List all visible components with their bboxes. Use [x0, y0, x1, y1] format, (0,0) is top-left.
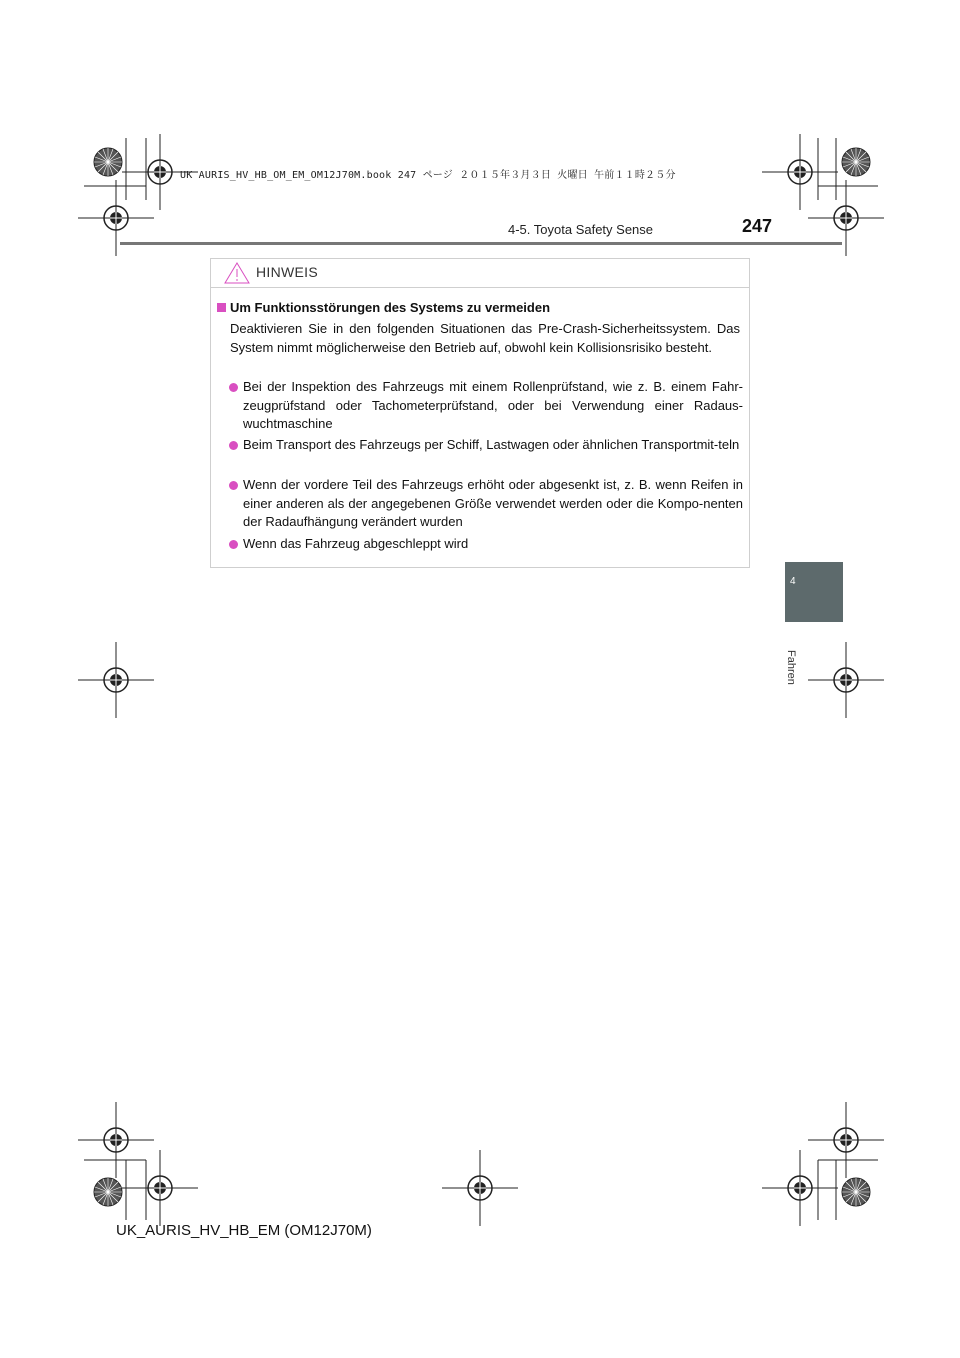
header-rule — [120, 242, 842, 245]
document-code: UK_AURIS_HV_HB_EM (OM12J70M) — [116, 1222, 372, 1239]
list-item: Wenn der vordere Teil des Fahrzeugs erhöht oder abgesenkt ist, z. B. wenn Reifen in einer anderen als der angegebenen Größe verwendet werden oder die Kompo-nenten der Radaufhängung verändert wurden — [243, 477, 743, 529]
bullet-dot-icon — [229, 441, 238, 450]
bullet-dot-icon — [229, 383, 238, 392]
chapter-number: 4 — [790, 576, 796, 587]
section-title: 4-5. Toyota Safety Sense — [508, 222, 654, 237]
warning-triangle-icon — [224, 262, 250, 284]
list-item: Beim Transport des Fahrzeugs per Schiff, Lastwagen oder ähnlichen Transportmit-teln — [243, 437, 740, 452]
notice-title: HINWEIS — [256, 264, 318, 280]
bullet-dot-icon — [229, 540, 238, 549]
notice-heading: Um Funktionsstörungen des Systems zu vermeiden — [230, 300, 551, 315]
chapter-label: Fahren — [785, 650, 797, 685]
page-number: 247 — [742, 216, 773, 236]
bullet-dot-icon — [229, 481, 238, 490]
list-item: Bei der Inspektion des Fahrzeugs mit einem Rollenprüfstand, wie z. B. einem Fahr-zeugprüfstand oder Tachometerprüfstand, oder bei Verwendung einer Radaus-wuchtmaschine — [243, 379, 743, 431]
chapter-tab — [785, 562, 843, 622]
book-info-line: UK AURIS_HV_HB_OM_EM_OM12J70M.book 247 ページ ２０１５年３月３日 火曜日 午前１１時２５分 — [180, 170, 676, 181]
square-bullet-icon — [217, 303, 226, 312]
list-item: Wenn das Fahrzeug abgeschleppt wird — [243, 536, 469, 551]
notice-intro: Deaktivieren Sie in den folgenden Situationen das Pre-Crash-Sicherheitssystem. Das System nimmt möglicherweise den Betrieb auf, obwohl kein Kollisionsrisiko besteht. — [230, 321, 740, 355]
